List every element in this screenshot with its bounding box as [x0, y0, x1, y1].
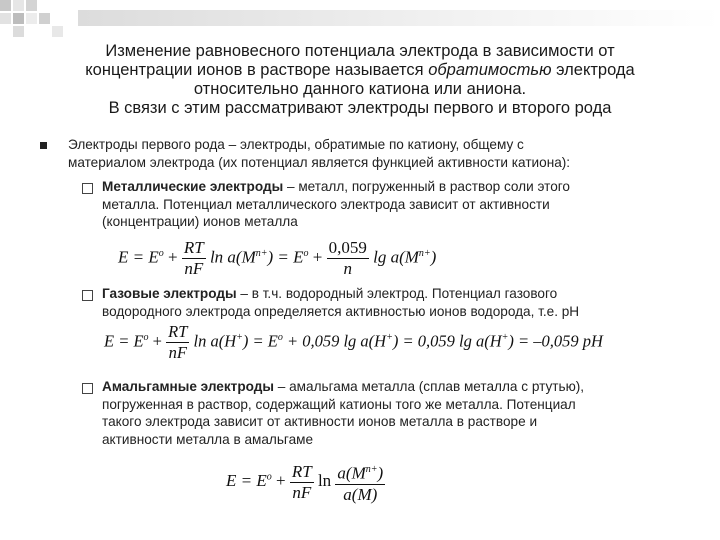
deco-square: [26, 13, 37, 24]
title-line-4: В связи с этим рассматривают электроды первого и второго рода: [108, 99, 612, 117]
metallic-line-3: (концентрации) ионов металла: [102, 214, 298, 229]
fraction-rt-nf: $\frac{RT}{nF}$: [183, 238, 204, 278]
fraction-0059-n: $\frac{0,059}{n}$: [328, 238, 367, 278]
decorative-header-pattern: [0, 0, 720, 40]
title-line-2-b: электрода: [551, 61, 635, 79]
sub-bullet-box-icon: [82, 183, 93, 194]
gas-electrodes-heading: Газовые электроды: [102, 286, 237, 301]
deco-square: [13, 0, 24, 11]
deco-square: [13, 13, 24, 24]
title-line-1: Изменение равновесного потенциала электрода в зависимости от: [105, 42, 615, 60]
bullet-square-icon: [40, 142, 47, 149]
deco-gradient-bar: [78, 10, 720, 26]
fraction-activity-ratio: $\frac{a(M^{n+})}{a(M)}$: [335, 460, 385, 505]
formula-hydrogen-electrode: $E = E^o$ + $\frac{RT}{nF}$ $\ln a(H^+) = E^o + 0,059$ lg a(H+) = 0,059 lg a(H+) = –0,059 pH: [104, 322, 603, 362]
gas-electrodes-text: [102, 285, 712, 320]
gas-line-2: водородного электрода определяется активностью ионов водорода, т.е. pH: [102, 303, 580, 319]
deco-square: [0, 0, 11, 11]
slide-title: [40, 42, 680, 118]
metallic-electrodes-heading: Металлические электроды: [102, 179, 284, 194]
deco-square: [26, 0, 37, 11]
amalgam-electrodes-heading: Амальгамные электроды: [102, 379, 274, 394]
deco-square: [39, 13, 50, 24]
bullet1-line-2: материалом электрода (их потенциал является функцией активности катиона):: [68, 154, 571, 170]
sub-bullet-box-icon: [82, 290, 93, 301]
amalgam-electrodes-text: [102, 378, 712, 448]
amalgam-line-2: погруженная в раствор, содержащий катионы того же металла. Потенциал: [102, 396, 576, 412]
metallic-electrodes-text: [102, 178, 712, 231]
fraction-rt-nf: $\frac{RT}{nF}$: [168, 322, 188, 362]
title-line-2: [40, 61, 680, 80]
bullet1-line-1: Электроды первого рода – электроды, обратимые по катиону, общему с: [68, 137, 524, 152]
title-line-2-a: концентрации ионов в растворе называется: [85, 61, 429, 79]
deco-square: [0, 13, 11, 24]
amalgam-line-4: активности металла в амальгаме: [102, 431, 314, 447]
title-line-3: относительно данного катиона или аниона.: [193, 80, 527, 98]
metallic-line-2: металла. Потенциал металлического электрода зависит от активности: [102, 196, 550, 212]
title-term-reversibility: обратимостью: [428, 61, 552, 79]
formula-amalgam-electrode: $E = E^o$ + $\frac{RT}{nF}$ ln $\frac{a(M^{n+})}{a(M)}$: [226, 461, 384, 504]
gas-line-1: – в т.ч. водородный электрод. Потенциал газового: [236, 286, 558, 301]
sub-bullet-box-icon: [82, 383, 93, 394]
amalgam-line-3: такого электрода зависит от активности ионов металла в растворе и: [102, 414, 538, 429]
bullet-first-kind-electrodes: [68, 136, 708, 171]
metallic-line-1: – металл, погруженный в раствор соли этого: [283, 179, 570, 194]
deco-square: [13, 26, 24, 37]
amalgam-line-1: – амальгама металла (сплав металла с ртутью),: [274, 379, 585, 394]
fraction-rt-nf: $\frac{RT}{nF}$: [291, 461, 312, 502]
deco-square: [52, 26, 63, 37]
formula-nernst-metal: $E = E^o$ + $\frac{RT}{nF}$ $\ln a(M^{n+}) = E^o$ + $\frac{0,059}{n}$ $\lg a(M^{n+})$: [118, 238, 437, 278]
